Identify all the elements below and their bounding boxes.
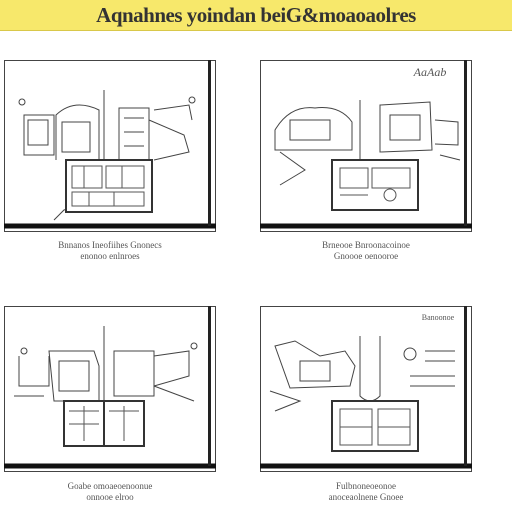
- caption-4-line-1: Fulbnoneoeonoe: [336, 481, 396, 491]
- caption-1-line-2: enonoo enlnroes: [80, 251, 140, 261]
- caption-2-line-2: Gnoooe oenooroe: [333, 251, 399, 261]
- banner-title: Aqnahnes yoindan beiG&moaoaolres: [96, 2, 416, 27]
- caption-4-line-2: anoceaolnene Gnoee: [328, 492, 404, 502]
- floor-plan-drawing-1: [4, 60, 216, 232]
- floor-plan-drawing-4: [260, 306, 472, 472]
- diagram-panel-1: [4, 60, 216, 232]
- title-banner: [0, 0, 512, 31]
- caption-2: [260, 240, 472, 262]
- floor-plan-drawing-3: [4, 306, 216, 472]
- caption-2-line-1: Brneooe Bnroonacoinoe: [322, 240, 410, 250]
- caption-3-line-2: onnooe elroo: [86, 492, 134, 502]
- diagram-panel-4: [260, 306, 472, 472]
- caption-4: [260, 481, 472, 503]
- floor-plan-drawing-2: [260, 60, 472, 232]
- diagram-panel-2: [260, 60, 472, 232]
- panel-4-tag: Banoonoe: [421, 313, 455, 322]
- diagram-panel-3: [4, 306, 216, 472]
- caption-3: [4, 481, 216, 503]
- panel-2-tag: AaAab: [413, 65, 447, 79]
- caption-3-line-1: Goabe omoaeoenoonue: [67, 481, 153, 491]
- caption-1-line-1: Bnnanos Ineofiihes Gnonecs: [58, 240, 162, 250]
- caption-1: [4, 240, 216, 262]
